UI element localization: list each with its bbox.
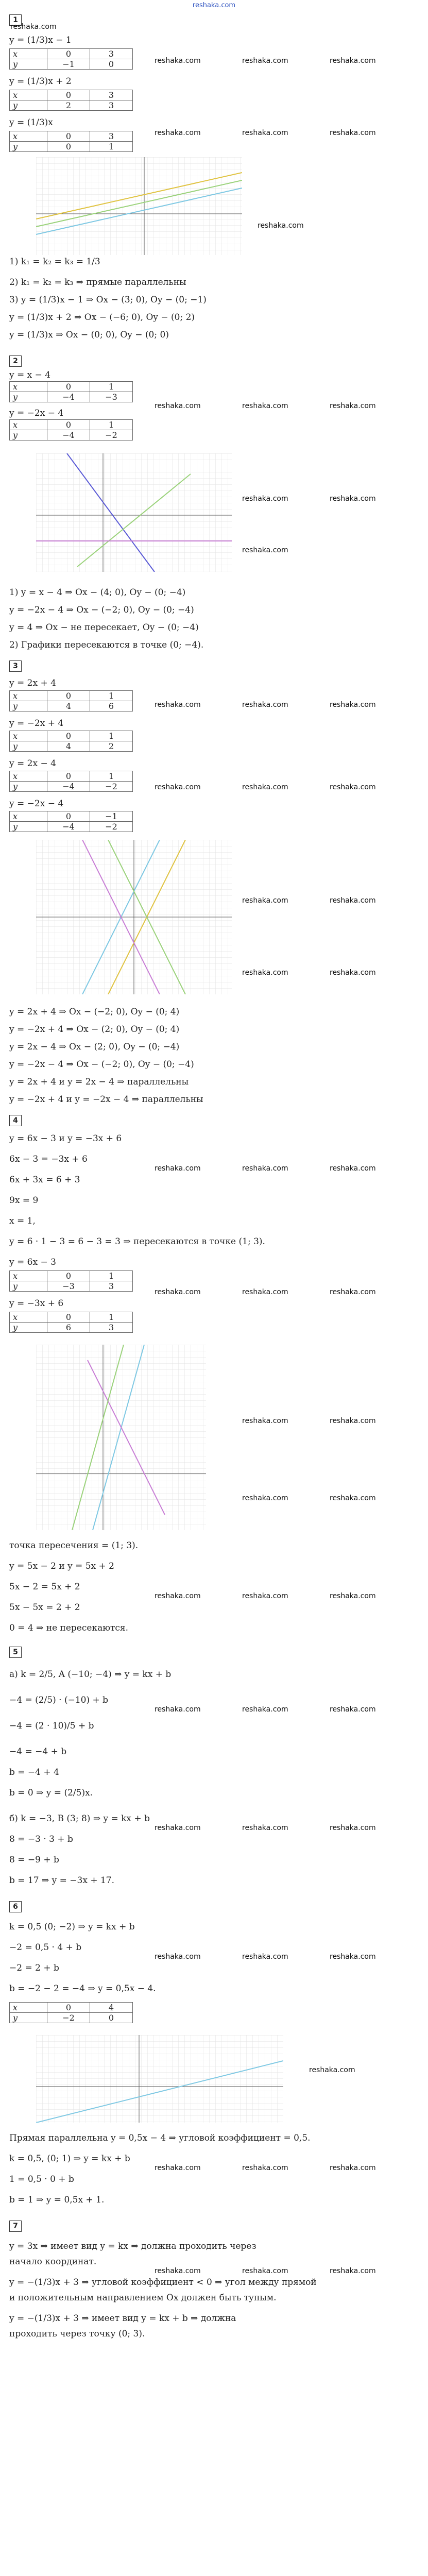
watermark: reshaka.com <box>242 1164 288 1173</box>
values-table: x 0 1 y 4 6 <box>9 690 133 711</box>
solution-line: начало координат. <box>9 2257 97 2267</box>
solution-line: b = −2 − 2 = −4 ⇒ y = 0,5x − 4. <box>9 1984 156 1994</box>
watermark: reshaka.com <box>155 1288 201 1296</box>
solution-line: 5x − 5x = 2 + 2 <box>9 1602 80 1613</box>
result-line: 2) Графики пересекаются в точке (0; −4). <box>9 640 204 650</box>
watermark: reshaka.com <box>155 1824 201 1832</box>
watermark: reshaka.com <box>330 1417 376 1425</box>
values-table: x 0 −1 y −4 −2 <box>9 811 133 832</box>
watermark: reshaka.com <box>330 896 376 905</box>
equation: y = (1/3)x + 2 <box>9 76 72 87</box>
graph-three-parallel-lines <box>36 157 242 255</box>
solution-line: b = 0 ⇒ y = (2/5)x. <box>9 1788 93 1798</box>
equation: y = −3x + 6 <box>9 1298 64 1309</box>
result-line: 2) k₁ = k₂ = k₃ ⇒ прямые параллельны <box>9 277 186 287</box>
result-line: y = 4 ⇒ Ox − не пересекает, Oy − (0; −4) <box>9 622 199 633</box>
result-line: 1) y = x − 4 ⇒ Ox − (4; 0), Oy − (0; −4) <box>9 587 186 598</box>
watermark: reshaka.com <box>155 1592 201 1600</box>
watermark: reshaka.com <box>242 495 288 503</box>
solution-line: Прямая параллельна y = 0,5x − 4 ⇒ угловой коэффициент = 0,5. <box>9 2133 311 2143</box>
watermark: reshaka.com <box>242 2267 288 2275</box>
result-line: y = 2x − 4 ⇒ Ox − (2; 0), Oy − (0; −4) <box>9 1042 180 1052</box>
section-number: 4 <box>9 1115 22 1126</box>
watermark: reshaka.com <box>330 129 376 137</box>
watermark: reshaka.com <box>155 1953 201 1961</box>
section-number: 6 <box>9 1901 22 1912</box>
watermark: reshaka.com <box>242 1592 288 1600</box>
solution-line: y = 5x − 2 и y = 5x + 2 <box>9 1561 114 1571</box>
watermark: reshaka.com <box>330 1164 376 1173</box>
values-table: x 0 3 y −1 0 <box>9 48 133 70</box>
solution-line: точка пересечения = (1; 3). <box>9 1540 139 1551</box>
result-line: 1) k₁ = k₂ = k₃ = 1/3 <box>9 257 100 267</box>
watermark: reshaka.com <box>242 969 288 977</box>
solution-line: y = −(1/3)x + 3 ⇒ имеет вид y = kx + b ⇒ должна <box>9 2313 236 2324</box>
result-line: y = 2x + 4 ⇒ Ox − (−2; 0), Oy − (0; 4) <box>9 1007 180 1017</box>
values-table: x 0 4 y −2 0 <box>9 2002 133 2023</box>
result-line: y = (1/3)x ⇒ Ox − (0; 0), Oy − (0; 0) <box>9 330 169 340</box>
watermark: reshaka.com <box>330 495 376 503</box>
solution-line: 8 = −9 + b <box>9 1855 59 1865</box>
solution-line: y = 3x ⇒ имеет вид y = kx ⇒ должна проходить через <box>9 2241 256 2251</box>
watermark: reshaka.com <box>242 783 288 791</box>
solution-line: −4 = (2/5) · (−10) + b <box>9 1695 109 1705</box>
solution-line: −4 = −4 + b <box>9 1747 67 1757</box>
equation: y = x − 4 <box>9 370 51 380</box>
watermark: reshaka.com <box>155 1705 201 1714</box>
solution-line: x = 1, <box>9 1216 36 1226</box>
equation: y = 2x + 4 <box>9 678 56 688</box>
equation: y = 6x − 3 <box>9 1257 56 1267</box>
values-table: x 0 1 y −4 −2 <box>9 419 133 440</box>
watermark: reshaka.com <box>155 783 201 791</box>
solution-line: 9x = 9 <box>9 1195 39 1206</box>
result-line: y = −2x − 4 ⇒ Ox − (−2; 0), Oy − (0; −4) <box>9 605 194 615</box>
solution-line: y = −(1/3)x + 3 ⇒ угловой коэффициент < 0 ⇒ угол между прямой <box>9 2277 317 2287</box>
solution-line: k = 0,5 (0; −2) ⇒ y = kx + b <box>9 1922 135 1932</box>
watermark: reshaka.com <box>242 402 288 410</box>
watermark: reshaka.com <box>330 57 376 65</box>
section-number: 7 <box>9 2221 22 2232</box>
watermark: reshaka.com <box>155 701 201 709</box>
solution-line: b = −4 + 4 <box>9 1767 59 1777</box>
values-table: x 0 3 y 0 1 <box>9 131 133 152</box>
result-line: 3) y = (1/3)x − 1 ⇒ Ox − (3; 0), Oy − (0; −1) <box>9 295 207 305</box>
equation: y = −2x − 4 <box>9 799 64 809</box>
solution-line: а) k = 2/5, A (−10; −4) ⇒ y = kx + b <box>9 1669 172 1680</box>
section-number: 1 <box>9 14 22 26</box>
watermark: reshaka.com <box>242 1288 288 1296</box>
graph-four-lines <box>36 840 232 994</box>
equation: y = (1/3)x − 1 <box>9 35 72 45</box>
equation: y = 2x − 4 <box>9 758 56 769</box>
site-header[interactable]: reshaka.com <box>192 2 236 9</box>
result-line: y = −2x − 4 ⇒ Ox − (−2; 0), Oy − (0; −4) <box>9 1059 194 1070</box>
solution-line: б) k = −3, B (3; 8) ⇒ y = kx + b <box>9 1814 150 1824</box>
solution-line: 8 = −3 · 3 + b <box>9 1834 73 1844</box>
solution-line: k = 0,5, (0; 1) ⇒ y = kx + b <box>9 2154 130 2164</box>
values-table: x 0 1 y −3 3 <box>9 1270 133 1292</box>
watermark: reshaka.com <box>155 2267 201 2275</box>
watermark: reshaka.com <box>330 1494 376 1502</box>
watermark: reshaka.com <box>258 222 304 230</box>
solution-line: 5x − 2 = 5x + 2 <box>9 1582 80 1592</box>
watermark: reshaka.com <box>242 701 288 709</box>
watermark: reshaka.com <box>242 57 288 65</box>
watermark: reshaka.com <box>242 546 288 554</box>
equation: y = −2x − 4 <box>9 408 64 418</box>
solution-line: y = 6x − 3 и y = −3x + 6 <box>9 1133 122 1144</box>
watermark: reshaka.com <box>155 402 201 410</box>
watermark: reshaka.com <box>242 1417 288 1425</box>
watermark: reshaka.com <box>330 1288 376 1296</box>
values-table: x 0 1 y −4 −2 <box>9 771 133 792</box>
watermark: reshaka.com <box>242 1953 288 1961</box>
watermark: reshaka.com <box>155 1164 201 1173</box>
solution-line: 6x + 3x = 6 + 3 <box>9 1175 80 1185</box>
solution-line: b = 17 ⇒ y = −3x + 17. <box>9 1875 115 1886</box>
result-line: y = −2x + 4 ⇒ Ox − (2; 0), Oy − (0; 4) <box>9 1024 180 1035</box>
watermark: reshaka.com <box>155 129 201 137</box>
equation: y = −2x + 4 <box>9 718 64 728</box>
watermark: reshaka.com <box>330 402 376 410</box>
solution-line: −2 = 0,5 · 4 + b <box>9 1942 82 1953</box>
watermark: reshaka.com <box>309 2066 355 2074</box>
section-number: 3 <box>9 660 22 672</box>
solution-line: −4 = (2 · 10)/5 + b <box>9 1721 94 1731</box>
section-number: 5 <box>9 1647 22 1658</box>
graph-intersecting-lines <box>36 453 232 572</box>
solution-line: 0 = 4 ⇒ не пересекаются. <box>9 1623 129 1633</box>
result-line: y = −2x + 4 и y = −2x − 4 ⇒ параллельны <box>9 1094 203 1105</box>
result-line: y = 2x + 4 и y = 2x − 4 ⇒ параллельны <box>9 1077 189 1087</box>
watermark: reshaka.com <box>330 1824 376 1832</box>
values-table: x 0 1 y 4 2 <box>9 731 133 752</box>
watermark: reshaka.com <box>330 969 376 977</box>
watermark: reshaka.com <box>242 129 288 137</box>
watermark: reshaka.com <box>330 1592 376 1600</box>
watermark: reshaka.com <box>242 1494 288 1502</box>
watermark: reshaka.com <box>10 23 57 31</box>
watermark: reshaka.com <box>155 57 201 65</box>
values-table: x 0 1 y 6 3 <box>9 1312 133 1333</box>
values-table: x 0 1 y −4 −3 <box>9 381 133 402</box>
solution-line: 1 = 0,5 · 0 + b <box>9 2174 74 2184</box>
solution-line: проходить через точку (0; 3). <box>9 2329 145 2339</box>
watermark: reshaka.com <box>330 2164 376 2172</box>
solution-line: −2 = 2 + b <box>9 1963 59 1973</box>
solution-line: 6x − 3 = −3x + 6 <box>9 1154 88 1164</box>
watermark: reshaka.com <box>242 2164 288 2172</box>
watermark: reshaka.com <box>242 1824 288 1832</box>
values-table: x 0 3 y 2 3 <box>9 90 133 111</box>
watermark: reshaka.com <box>330 701 376 709</box>
watermark: reshaka.com <box>330 1705 376 1714</box>
graph-intersection-point <box>36 1345 206 1530</box>
watermark: reshaka.com <box>242 1705 288 1714</box>
equation: y = (1/3)x <box>9 117 53 128</box>
watermark: reshaka.com <box>330 2267 376 2275</box>
watermark: reshaka.com <box>330 783 376 791</box>
watermark: reshaka.com <box>155 2164 201 2172</box>
graph-line-slope-half <box>36 2035 283 2123</box>
solution-line: и положительным направлением Ox должен быть тупым. <box>9 2293 277 2303</box>
watermark: reshaka.com <box>330 1953 376 1961</box>
solution-line: y = 6 · 1 − 3 = 6 − 3 = 3 ⇒ пересекаются в точке (1; 3). <box>9 1236 265 1247</box>
section-number: 2 <box>9 355 22 367</box>
solution-line: b = 1 ⇒ y = 0,5x + 1. <box>9 2195 105 2205</box>
watermark: reshaka.com <box>242 896 288 905</box>
result-line: y = (1/3)x + 2 ⇒ Ox − (−6; 0), Oy − (0; 2) <box>9 312 195 323</box>
